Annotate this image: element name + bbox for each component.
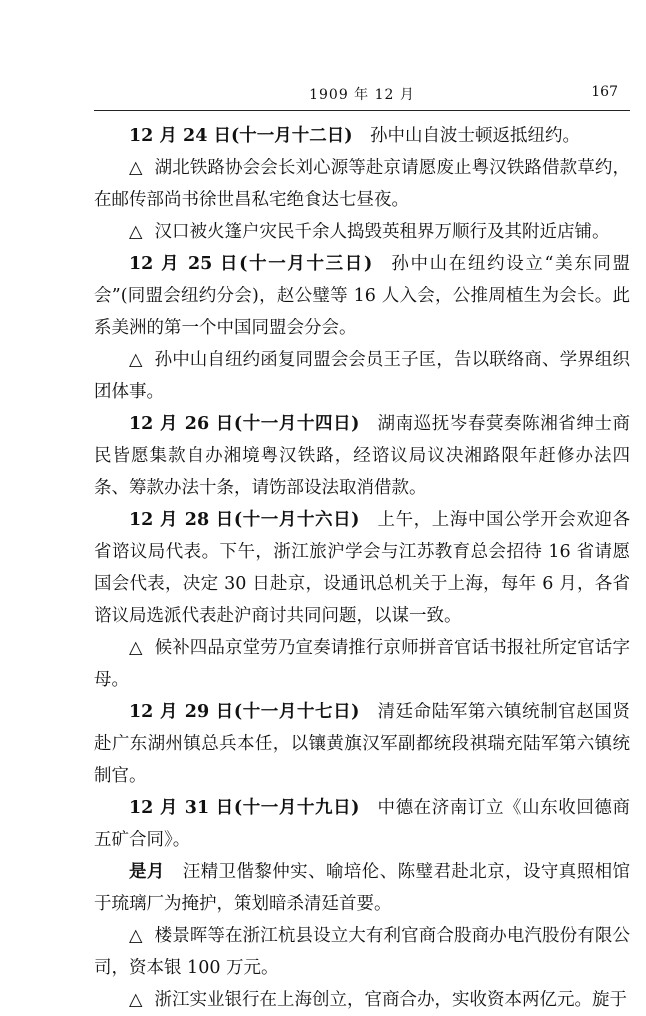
- entry-date: 12 月 29 日(十一月十七日): [129, 702, 360, 722]
- page-number: 167: [591, 84, 618, 100]
- date-gap: [359, 510, 377, 530]
- running-title: 1909 年 12 月: [309, 87, 415, 103]
- entry-dec-25: [94, 248, 630, 344]
- page-header: [94, 84, 630, 108]
- entry-text: 湖南巡抚岑春蓂奏陈湘省绅士商民皆愿集款自办湘境粤汉铁路，经谘议局议决湘路限年赶修办法四条、筹款办法十条，请饬部设法取消借款。: [94, 414, 631, 498]
- entry-item: [94, 632, 630, 696]
- entry-text: 孙中山在纽约设立“美东同盟会”(同盟会纽约分会)，赵公璧等 16 人入会，公推周植生为会长。此系美洲的第一个中国同盟会分会。: [94, 254, 630, 338]
- entry-date: 12 月 31 日(十一月十九日): [129, 798, 360, 818]
- date-gap: [165, 862, 183, 882]
- triangle-marker: △: [129, 222, 143, 242]
- entry-text: 汪精卫偕黎仲实、喻培伦、陈璧君赴北京，设守真照相馆于琉璃厂为掩护，策划暗杀清廷首要。: [94, 862, 631, 914]
- triangle-marker: △: [129, 926, 143, 946]
- date-gap: [372, 254, 390, 274]
- entry-item: [94, 344, 630, 408]
- entry-dec-24: [94, 120, 630, 152]
- entry-text: 中德在济南订立《山东收回德商五矿合同》。: [94, 798, 631, 850]
- entry-date: 是月: [129, 862, 165, 882]
- entry-item: [94, 984, 630, 1016]
- entry-text: 孙中山自波士顿返抵纽约。: [370, 126, 581, 146]
- header-rule: [94, 110, 630, 111]
- entry-text: 孙中山自纽约函复同盟会会员王子匡，告以联络商、学界组织团体事。: [94, 350, 630, 402]
- triangle-marker: △: [129, 990, 143, 1010]
- entry-text: 浙江实业银行在上海创立，官商合办，实收资本两亿元。旋于: [154, 990, 627, 1010]
- entry-dec-29: [94, 696, 630, 792]
- triangle-marker: △: [129, 158, 143, 178]
- date-gap: [359, 798, 377, 818]
- entry-text: 上午，上海中国公学开会欢迎各省谘议局代表。下午，浙江旅沪学会与江苏教育总会招待 16 省请愿国会代表，决定 30 日赴京，设通讯总机关于上海，每年 6 月，各省谘议局选派代表赴沪商讨共同问题，以谋一致。: [94, 510, 631, 626]
- chronology-body: [94, 120, 630, 1016]
- entry-item: [94, 152, 630, 216]
- entry-text: 楼景晖等在浙江杭县设立大有利官商合股商办电汽股份有限公司，资本银 100 万元。: [94, 926, 630, 978]
- date-gap: [359, 414, 377, 434]
- entry-date: 12 月 24 日(十一月十二日): [129, 126, 353, 146]
- date-gap: [359, 702, 377, 722]
- entry-dec-26: [94, 408, 630, 504]
- entry-text: 汉口被火篷户灾民千余人捣毁英租界万顺行及其附近店铺。: [154, 222, 610, 242]
- entry-text: 清廷命陆军第六镇统制官赵国贤赴广东湖州镇总兵本任，以镶黄旗汉军副都统段祺瑞充陆军第六镇统制官。: [94, 702, 631, 786]
- entry-text: 湖北铁路协会会长刘心源等赴京请愿废止粤汉铁路借款草约，在邮传部尚书徐世昌私宅绝食达七昼夜。: [94, 158, 630, 210]
- triangle-marker: △: [129, 638, 143, 658]
- entry-date: 12 月 28 日(十一月十六日): [129, 510, 360, 530]
- entry-text: 候补四品京堂劳乃宣奏请推行京师拼音官话书报社所定官话字母。: [94, 638, 630, 690]
- entry-dec-31: [94, 792, 630, 856]
- entry-item: [94, 216, 630, 248]
- entry-date: 12 月 26 日(十一月十四日): [129, 414, 360, 434]
- entry-this-month: [94, 856, 630, 920]
- date-gap: [353, 126, 371, 146]
- entry-item: [94, 920, 630, 984]
- triangle-marker: △: [129, 350, 143, 370]
- entry-dec-28: [94, 504, 630, 632]
- entry-date: 12 月 25 日(十一月十三日): [129, 254, 373, 274]
